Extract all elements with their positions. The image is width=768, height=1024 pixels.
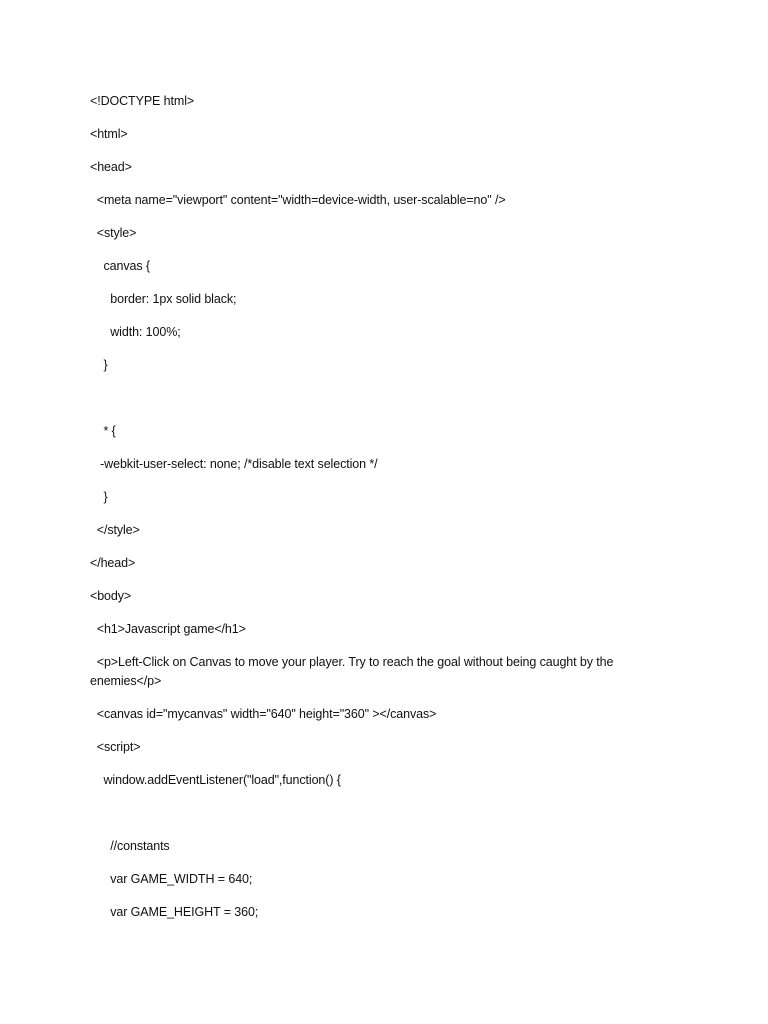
code-line-html-open: <html>: [90, 127, 128, 141]
code-line-h1: <h1>Javascript game</h1>: [90, 622, 246, 636]
code-line-width-rule: width: 100%;: [90, 325, 181, 339]
code-line-user-select-rule: -webkit-user-select: none; /*disable text selection */: [90, 457, 378, 471]
code-line-constants-comment: //constants: [90, 839, 170, 853]
code-line-canvas-element: <canvas id="mycanvas" width="640" height="360" ></canvas>: [90, 707, 437, 721]
code-line-border-rule: border: 1px solid black;: [90, 292, 237, 306]
code-line-game-height: var GAME_HEIGHT = 360;: [90, 905, 259, 919]
code-line-universal-close-brace: }: [90, 490, 108, 504]
code-line-body-open: <body>: [90, 589, 132, 603]
code-line-meta-viewport: <meta name="viewport" content="width=device-width, user-scalable=no" />: [90, 193, 506, 207]
code-line-canvas-selector: canvas {: [90, 259, 150, 273]
code-line-doctype: <!DOCTYPE html>: [90, 94, 195, 108]
code-line-head-open: <head>: [90, 160, 132, 174]
code-line-load-listener: window.addEventListener("load",function() {: [90, 773, 341, 787]
code-line-canvas-close-brace: }: [90, 358, 108, 372]
code-line-script-open: <script>: [90, 740, 141, 754]
code-line-game-width: var GAME_WIDTH = 640;: [90, 872, 253, 886]
code-line-paragraph: <p>Left-Click on Canvas to move your player. Try to reach the goal without being caught by the enemies</p>: [90, 655, 617, 688]
code-line-style-open: <style>: [90, 226, 137, 240]
code-line-style-close: </style>: [90, 523, 140, 537]
code-line-universal-selector: * {: [90, 424, 116, 438]
code-line-head-close: </head>: [90, 556, 136, 570]
